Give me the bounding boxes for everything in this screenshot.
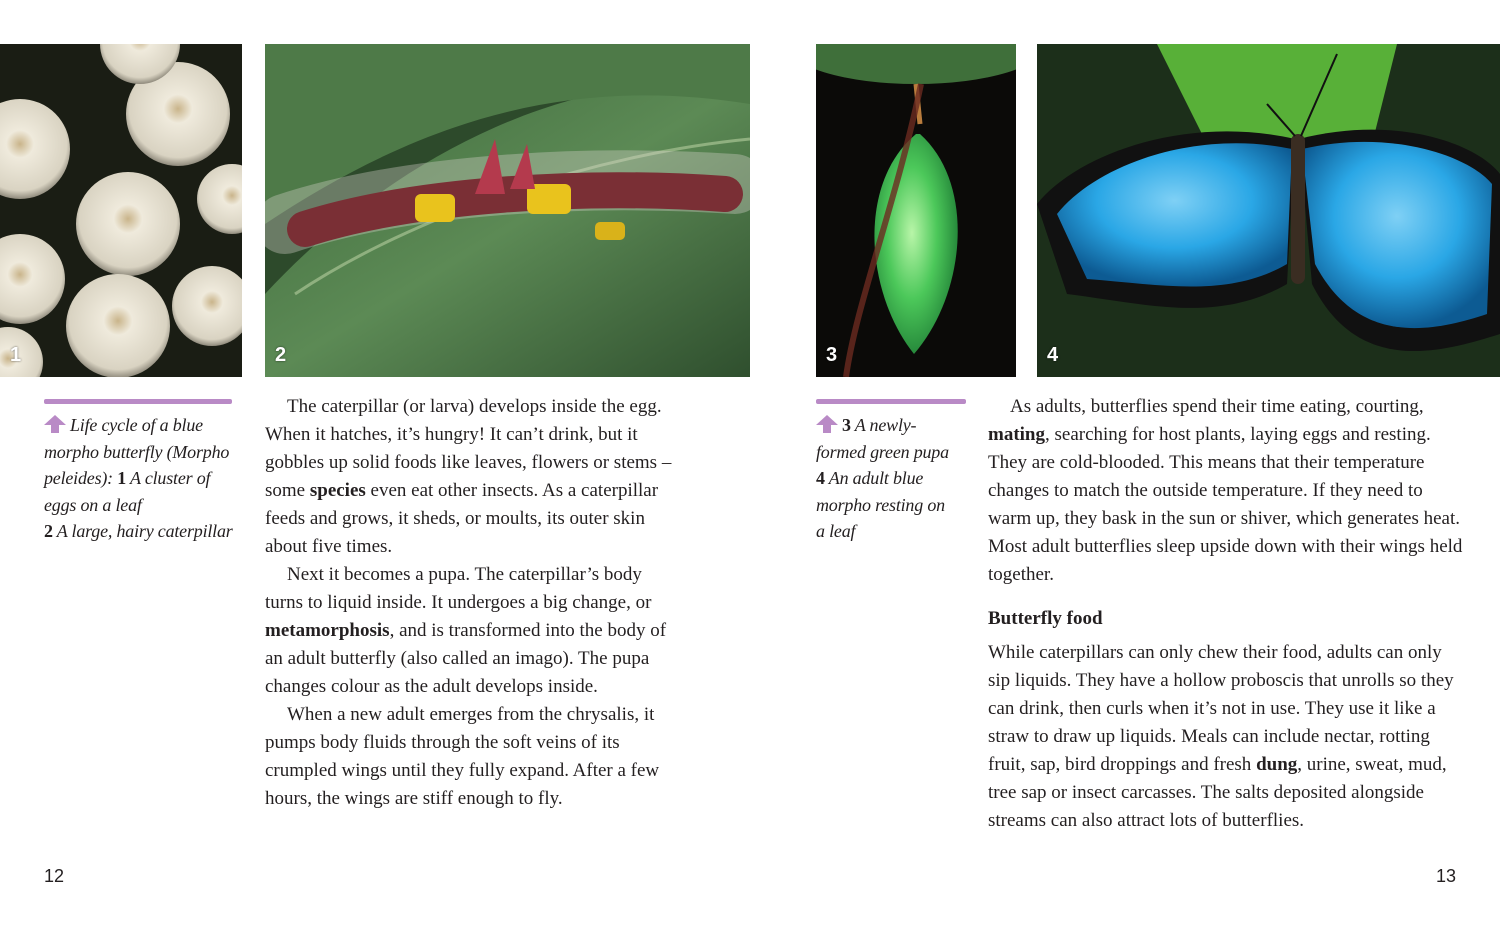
butterfly-photo [1037, 44, 1500, 377]
caption-rule-right [816, 399, 966, 404]
caterpillar-photo [265, 44, 750, 377]
up-arrow-icon [816, 415, 838, 433]
up-arrow-icon [44, 415, 66, 433]
paragraph: When a new adult emerges from the chrysalis, it pumps body fluids through the soft veins of its crumpled wings until they fully expand. After a few hours, the wings are stiff enough to fly. [265, 704, 660, 809]
paragraph: As adults, butterflies spend their time eating, courting, mating, searching for host plants, laying eggs and resting. They are cold-blooded. This means that their temperature changes to match the outside temperature. If they need to warm up, they bask in the sun or shiver, which generates heat. Most adult butterflies sleep upside down with their wings held together. [988, 396, 1463, 585]
left-body-text [265, 393, 677, 813]
photo-number-2: 2 [275, 344, 287, 366]
caption-right: 3 A newly- formed green pupa 4 An adult blue morpho resting on a leaf [816, 415, 949, 541]
section-heading: Butterfly food [988, 608, 1103, 629]
page-number-right: 13 [1435, 866, 1456, 886]
paragraph: Next it becomes a pupa. The caterpillar’s body turns to liquid inside. It undergoes a big change, or metamorphosis, and is transformed into the body of an adult butterfly (also called an imago). The pupa changes colour as the adult develops inside. [265, 564, 667, 697]
page-number-left: 12 [44, 866, 65, 886]
right-body-text [988, 393, 1463, 589]
paragraph: The caterpillar (or larva) develops inside the egg. When it hatches, it’s hungry! It can’t drink, but it gobbles up solid foods like leaves, flowers or stems – some species even eat other insects. As a caterpillar feeds and grows, it sheds, or moults, its outer skin about five times. [265, 396, 672, 557]
photo-number-3: 3 [826, 344, 838, 366]
paragraph: While caterpillars can only chew their food, adults can only sip liquids. They have a hollow proboscis that unrolls so they can drink, then curls when it’s not in use. They use it like a straw to draw up liquids. Meals can include nectar, rotting fruit, sap, bird droppings and fresh dung, urine, sweat, mud, tree sap or insect carcasses. The salts deposited alongside streams can also attract lots of butterflies. [988, 642, 1454, 831]
eggs-photo [0, 44, 242, 377]
photo-number-1: 1 [10, 344, 22, 366]
caption-rule-left [44, 399, 232, 404]
right-body-text-2 [988, 639, 1463, 835]
caption-left: Life cycle of a blue morpho butterfly (Morpho peleides): 1 A cluster of eggs on a leaf 2 A large, hairy caterpillar [44, 415, 233, 541]
pupa-photo [816, 44, 1016, 377]
photo-number-4: 4 [1047, 344, 1059, 366]
